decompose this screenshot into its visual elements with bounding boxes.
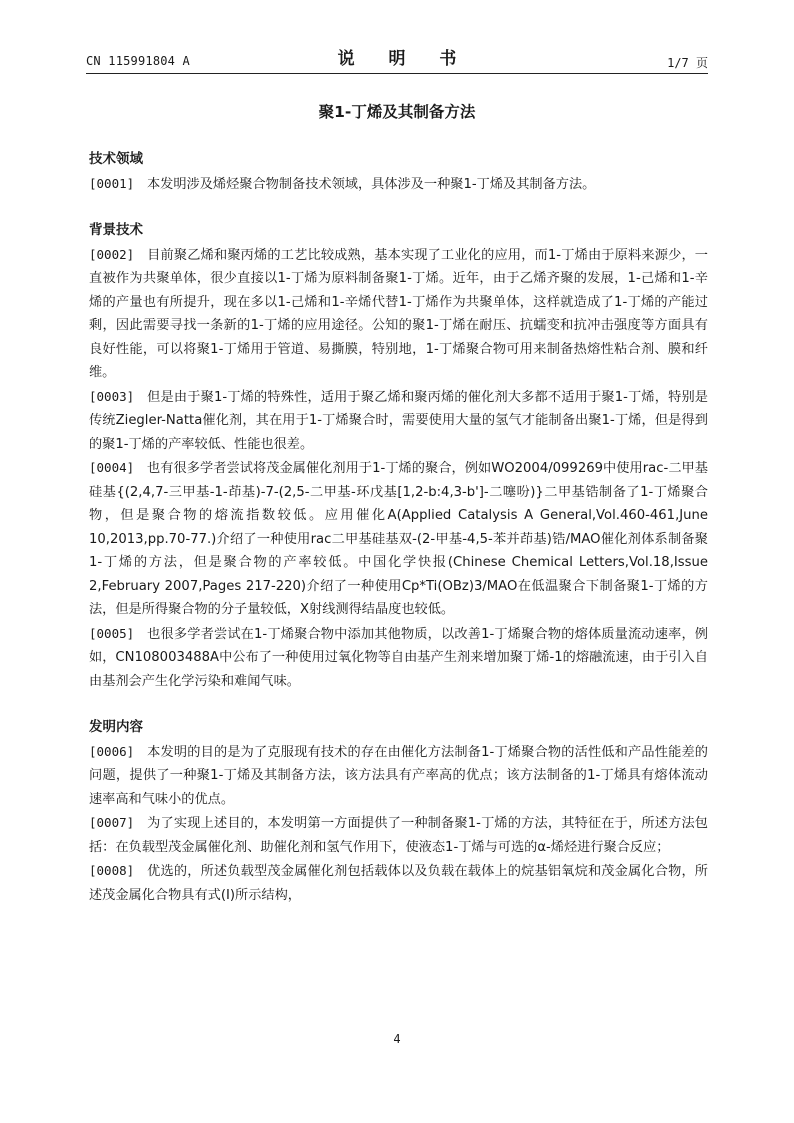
- paragraph-number: [0006]: [89, 743, 135, 759]
- section-gap: [89, 693, 708, 716]
- paragraph-number: [0005]: [89, 625, 135, 641]
- paragraph-text: 本发明的目的是为了克服现有技术的存在由催化方法制备1-丁烯聚合物的活性低和产品性能差的问题，提供了一种聚1-丁烯及其制备方法，该方法具有产率高的优点；该方法制备的1-丁烯具有熔体流动速率高和气味小的优点。: [89, 744, 708, 807]
- paragraph-text: 目前聚乙烯和聚丙烯的工艺比较成熟，基本实现了工业化的应用，而1-丁烯由于原料来源少，一直被作为共聚单体，很少直接以1-丁烯为原料制备聚1-丁烯。近年，由于乙烯齐聚的发展，1-己烯和1-辛烯的产量也有所提升，现在多以1-己烯和1-辛烯代替1-丁烯作为共聚单体，这样就造成了1-丁烯的产能过剩，因此需要寻找一条新的1-丁烯的应用途径。公知的聚1-丁烯在耐压、抗蠕变和抗冲击强度等方面具有良好性能，可以将聚1-丁烯用于管道、易撕膜，特别地，1-丁烯聚合物可用来制备热熔性粘合剂、膜和纤维。: [89, 247, 708, 380]
- paragraph-number: [0002]: [89, 246, 135, 262]
- paragraph-number: [0003]: [89, 388, 135, 404]
- section-heading-background: 背景技术: [89, 222, 143, 238]
- page-indicator: 1/7 页: [667, 56, 708, 70]
- paragraph-text: 也有很多学者尝试将茂金属催化剂用于1-丁烯的聚合，例如WO2004/099269中使用rac-二甲基硅基{(2,4,7-三甲基-1-茚基)-7-(2,5-二甲基-环戊基[1,2-b:4,3-b']-二噻吩)}二甲基锆制备了1-丁烯聚合物，但是聚合物的熔流指数较低。应用催化A(Applied Catalysis A General,Vol.460-461,June 10,2013,pp.70-77.)介绍了一种使用rac二甲基硅基双-(2-甲基-4,5-苯并茚基)锆/MAO催化剂体系制备聚1-丁烯的方法，但是聚合物的产率较低。中国化学快报(Chinese Chemical Letters,Vol.18,Issue 2,February 2007,Pages 217-220)介绍了一种使用Cp*Ti(OBz)3/MAO在低温聚合下制备聚1-丁烯的方法，但是所得聚合物的分子量较低，X射线测得结晶度也较低。: [89, 461, 708, 617]
- document-title: 聚1-丁烯及其制备方法: [318, 103, 476, 121]
- paragraph-0001: [89, 172, 708, 197]
- page-number: 4: [393, 1032, 401, 1046]
- paragraph-0008: [89, 859, 708, 907]
- paragraph-text: 也很多学者尝试在1-丁烯聚合物中添加其他物质，以改善1-丁烯聚合物的熔体质量流动速率，例如，CN108003488A中公布了一种使用过氧化物等自由基产生剂来增加聚丁烯-1的熔融流速，由于引入自由基剂会产生化学污染和难闻气味。: [89, 626, 708, 689]
- paragraph-0002: [89, 243, 708, 385]
- paragraph-number: [0001]: [89, 175, 135, 191]
- paragraph-number: [0004]: [89, 460, 135, 475]
- paragraph-0003: [89, 385, 708, 457]
- paragraph-number: [0008]: [89, 863, 135, 878]
- paragraph-text: 但是由于聚1-丁烯的特殊性，适用于聚乙烯和聚丙烯的催化剂大多都不适用于聚1-丁烯，特别是传统Ziegler-Natta催化剂，其在用于1-丁烯聚合时，需要使用大量的氢气才能制备出聚1-丁烯，但是得到的聚1-丁烯的产率较低、性能也很差。: [89, 389, 708, 452]
- paragraph-0004: [89, 456, 708, 622]
- section-heading-invention-content: 发明内容: [89, 719, 143, 735]
- header-divider: [86, 73, 708, 74]
- document-body: [89, 148, 708, 907]
- paragraph-text: 为了实现上述目的，本发明第一方面提供了一种制备聚1-丁烯的方法，其特征在于，所述方法包括：在负载型茂金属催化剂、助催化剂和氢气作用下，使液态1-丁烯与可选的α-烯烃进行聚合反应；: [89, 816, 708, 855]
- section-gap: [89, 196, 708, 219]
- section-heading-technical-field: 技术领域: [89, 151, 143, 167]
- paragraph-0005: [89, 622, 708, 694]
- document-number: CN 115991804 A: [86, 54, 190, 68]
- paragraph-text: 本发明涉及烯烃聚合物制备技术领域，具体涉及一种聚1-丁烯及其制备方法。: [147, 176, 596, 192]
- paragraph-text: 优选的，所述负载型茂金属催化剂包括载体以及负载在载体上的烷基铝氧烷和茂金属化合物，所述茂金属化合物具有式(I)所示结构，: [89, 864, 708, 903]
- paragraph-number: [0007]: [89, 815, 135, 830]
- paragraph-0006: [89, 740, 708, 812]
- header-title: 说 明 书: [337, 49, 471, 69]
- paragraph-0007: [89, 811, 708, 859]
